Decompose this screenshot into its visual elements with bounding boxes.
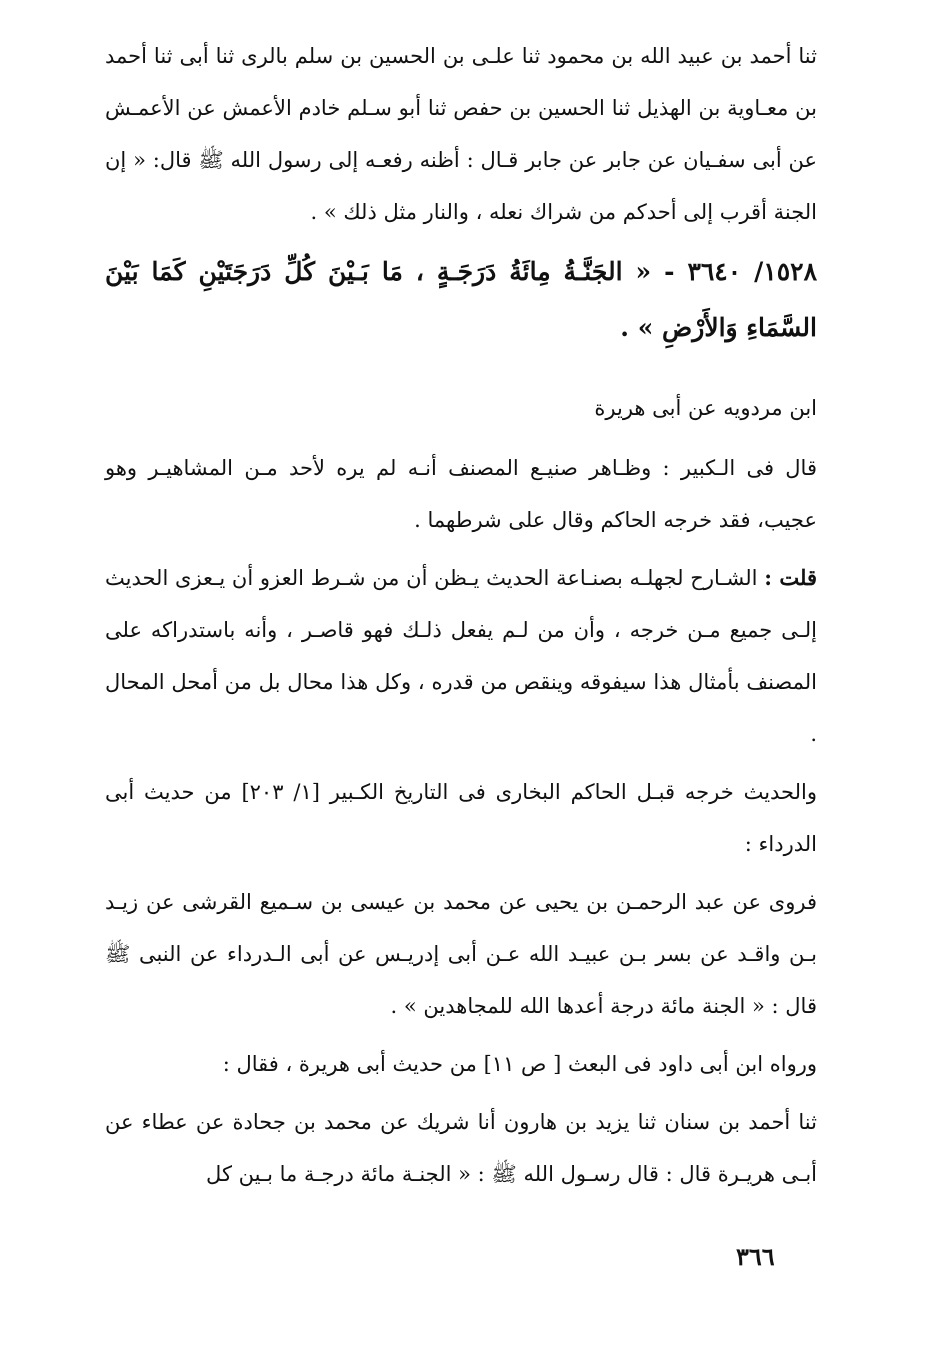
- hadith-text: ١٥٢٨/ ٣٦٤٠ - « الجَنَّـةُ مِائَةُ دَرَجَـةٍ ، مَا بَـيْنَ كُلِّ دَرَجَتَيْنِ كَمَا بَيْنَ السَّمَاءِ وَالأَرْضِ » .: [105, 257, 817, 342]
- paragraph-isnad: ثنا أحمد بن عبيد الله بن محمود ثنا علـى بن الحسين بن سلم بالرى ثنا أبى ثنا أحمد بن معـاوية بن الهذيل ثنا الحسين بن حفص ثنا أبو سـلم خادم الأعمش عن الأعمـش عن أبى سفـيان عن جابر عن جابر قـال : أظنه رفعـه إلى رسول الله ﷺ قال: « إن الجنة أقرب إلى أحدكم من شراك نعله ، والنار مثل ذلك » .: [105, 44, 817, 224]
- paragraph-bukhari: والحديث خرجه قبـل الحاكم البخارى فى التاريخ الكـبير [١/ ٢٠٣] من حديث أبى الدرداء :: [105, 780, 817, 856]
- paragraph-riwaya: فروى عن عبد الرحمـن بن يحيى عن محمد بن عيسى بن سـميع القرشى عن زيـد بـن واقـد عن بسر بـن عبيـد الله عـن أبى إدريـس عن أبى الـدرداء عن النبى ﷺ قال : « الجنة مائة درجة أعدها الله للمجاهدين » .: [105, 890, 817, 1018]
- paragraph-al-kabir: قال فى الـكبير : وظـاهر صنيـع المصنف أنـه لم يره لأحد مـن المشاهيـر وهو عجيب، فقد خرجه الحاكم وقال على شرطهما .: [105, 456, 817, 532]
- hadith-source: ابن مردويه عن أبى هريرة: [594, 396, 817, 420]
- paragraph-qultu: [105, 552, 817, 760]
- paragraph-ahmad-bin-sinan: ثنا أحمد بن سنان ثنا يزيد بن هارون أنا شريك عن محمد بن جحادة عن عطاء عن أبـى هريـرة قال : قال رسـول الله ﷺ : « الجنـة مائة درجـة ما بـين كل: [105, 1110, 817, 1186]
- qultu-label: قلت :: [764, 565, 817, 590]
- qultu-text: الشـارح لجهلـه بصنـاعة الحديث يـظن أن من شـرط العزو أن يـعزى الحديث إلـى جميع مـن خرجه ، وأن من لـم يفعل ذلـك فهو قاصـر ، وأنه باستدراكه على المصنف بأمثال هذا سيفوقه وينقص من قدره ، وكل هذا محال بل من أمحل المحال .: [105, 566, 817, 746]
- page-number: ٣٦٦: [736, 1242, 775, 1271]
- paragraph-abi-dawud: ورواه ابن أبى داود فى البعث [ ص ١١] من حديث أبى هريرة ، فقال :: [222, 1052, 817, 1076]
- page-body: [105, 30, 817, 1206]
